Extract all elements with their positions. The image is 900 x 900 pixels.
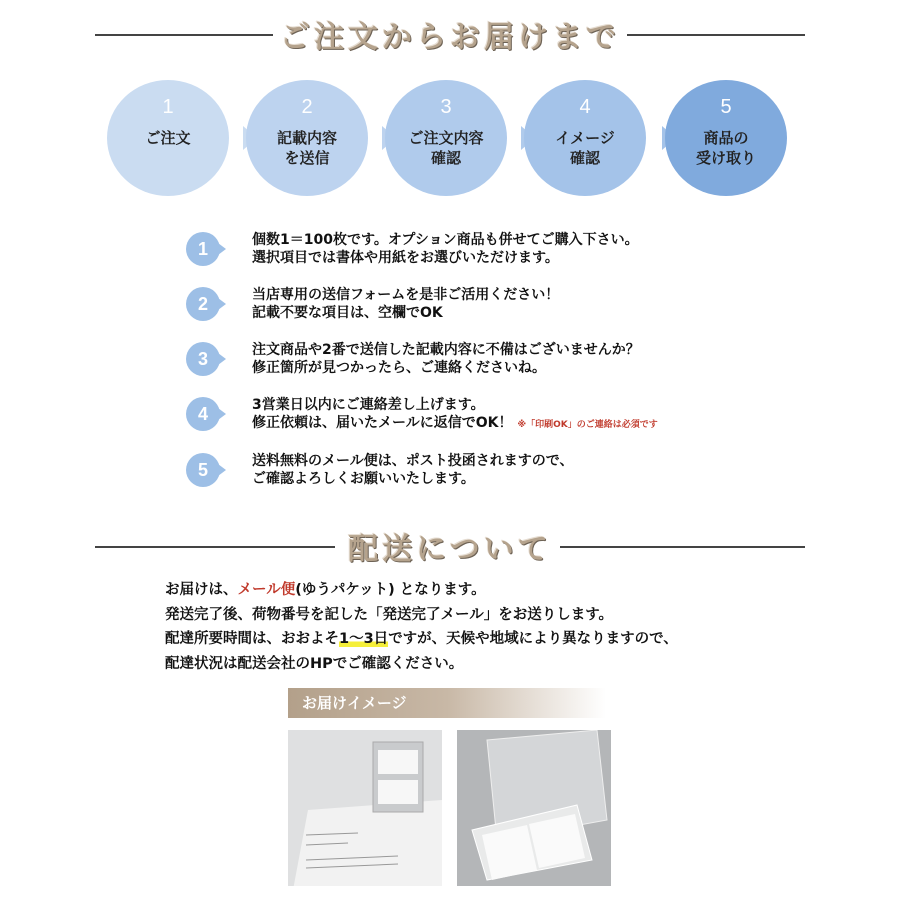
step-line-text: 選択項目では書体や用紙をお選びいただけます。 — [252, 250, 559, 266]
step-badge-2: 2 — [186, 287, 220, 321]
step-line — [252, 414, 658, 434]
step-line: 3営業日以内にご連絡差し上げます。 — [252, 397, 485, 413]
step-note: ※「印刷OK」のご連絡は必須です — [517, 420, 658, 430]
card-case-illustration — [457, 730, 611, 886]
text: お届けは、 — [165, 582, 238, 598]
step-line: 個数1＝100枚です。オプション商品も併せてご購入下さい。 — [252, 232, 639, 248]
text: (ゆうパケット) となります。 — [295, 582, 486, 598]
step-badge-1: 1 — [186, 232, 220, 266]
step-text — [252, 341, 640, 377]
text: ですが、天候や地域により異なりますので、 — [388, 631, 678, 647]
flow-step-label: イメージ 確認 — [555, 129, 615, 167]
step-line-text: 修正箇所が見つかったら、ご連絡くださいね。 — [252, 360, 546, 376]
flow-step-label: ご注文 — [145, 129, 191, 147]
flow-step-label: ご注文内容 確認 — [408, 129, 484, 167]
delivery-image-banner: お届けイメージ — [288, 688, 606, 718]
flow-step-number: 2 — [301, 96, 313, 118]
step-badge-3: 3 — [186, 342, 220, 376]
mail-service-highlight: メール便 — [237, 582, 296, 598]
step-badge-5: 5 — [186, 453, 220, 487]
step-line: 注文商品や2番で送信した記載内容に不備はございませんか？ — [252, 342, 640, 358]
step-text — [252, 396, 658, 434]
step-line — [252, 304, 559, 322]
flow-step-3 — [385, 80, 507, 196]
step-line — [252, 249, 639, 267]
flow-step-number: 4 — [579, 96, 591, 118]
step-badge-4: 4 — [186, 397, 220, 431]
flow-step-1 — [107, 80, 229, 196]
step-line-text: 修正依頼は、届いたメールに返信でOK！ — [252, 415, 513, 431]
section-title-shipping: 配送について — [348, 532, 552, 567]
step-line — [252, 359, 640, 377]
section-title-order-flow: ご注文からお届けまで — [280, 20, 620, 55]
text: 配達所要時間は、おおよそ — [165, 631, 339, 647]
text: 発送完了後、荷物番号を記した「発送完了メール」をお送りします。 — [165, 606, 614, 623]
step-line: 当店専用の送信フォームを是非ご活用ください！ — [252, 287, 560, 303]
flow-step-2 — [246, 80, 368, 196]
flow-step-label: 商品の 受け取り — [695, 129, 756, 167]
step-line-text: ご確認よろしくお願いいたします。 — [252, 471, 475, 487]
flow-step-number: 3 — [440, 96, 452, 118]
step-line — [252, 470, 573, 488]
step-line-text: 記載不要な項目は、空欄でOK — [252, 305, 443, 321]
envelope-illustration — [288, 730, 442, 886]
flow-step-label: 記載内容 を送信 — [276, 129, 337, 167]
step-line: 送料無料のメール便は、ポスト投函されますので、 — [252, 453, 574, 469]
envelope-photo — [288, 730, 442, 886]
delivery-days-highlight: 1〜3日 — [339, 631, 389, 647]
shipping-info — [165, 578, 678, 676]
flow-step-number: 1 — [162, 96, 174, 118]
step-text — [252, 231, 639, 267]
card-case-photo — [457, 730, 611, 886]
step-text — [252, 452, 573, 488]
flow-step-5 — [665, 80, 787, 196]
text: 配達状況は配送会社のHPでご確認ください。 — [165, 655, 464, 672]
flow-step-4 — [524, 80, 646, 196]
step-text — [252, 286, 559, 322]
flow-step-number: 5 — [720, 96, 732, 118]
